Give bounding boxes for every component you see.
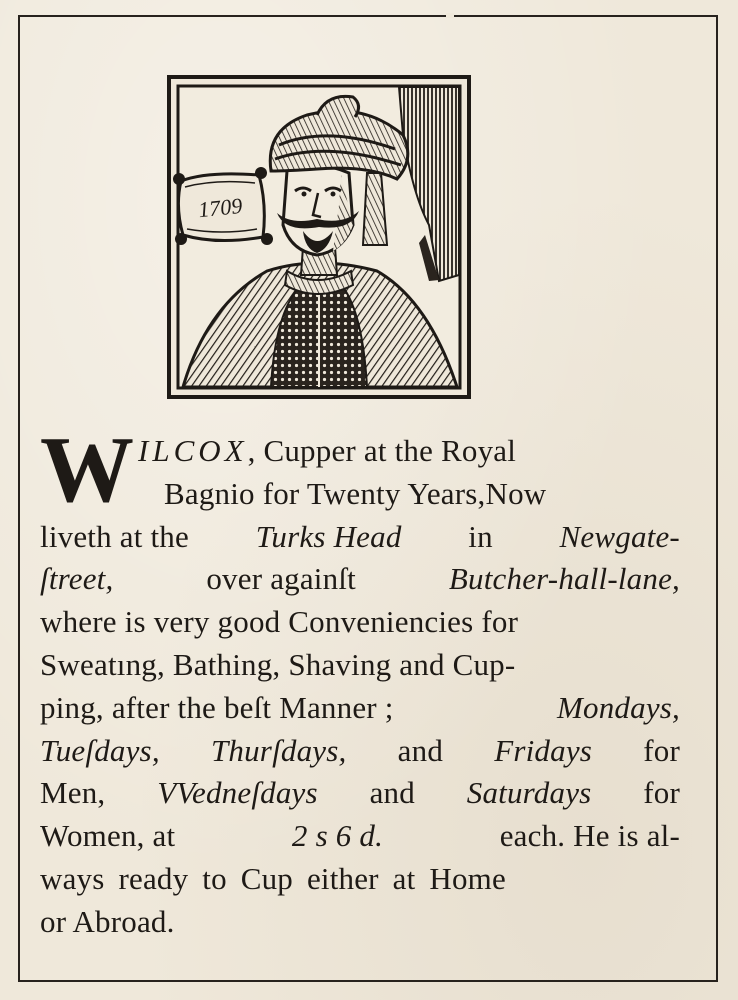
mondays: Mondays, xyxy=(557,689,680,725)
line-9-for: for xyxy=(643,775,680,811)
fridays: Fridays xyxy=(494,732,593,768)
tuesdays: Tueſdays, xyxy=(40,732,160,768)
line-10-text: each. He is al- xyxy=(499,818,680,854)
turks-head: Turks Head xyxy=(255,518,402,554)
thursdays: Thurſdays, xyxy=(210,732,347,768)
women-at: Women, at xyxy=(40,818,176,854)
turbaned-man-woodcut-icon xyxy=(167,75,471,399)
line-4-text: over againſt xyxy=(206,561,356,597)
line-1-rest: , Cupper at the Royal xyxy=(247,433,517,468)
border-gap xyxy=(446,13,454,18)
line-7-text: ping, after the beſt Manner ; xyxy=(40,689,394,725)
wednesdays: VVedneſdays xyxy=(157,775,318,811)
ad-line-9 xyxy=(40,772,680,815)
ad-line-12: or Abroad. xyxy=(40,903,175,939)
line-3-text: liveth at the xyxy=(40,518,189,554)
price: 2 s 6 d. xyxy=(291,818,384,854)
ad-line-1 xyxy=(138,430,680,473)
name-caps: ILCOX xyxy=(138,433,248,468)
saturdays: Saturdays xyxy=(466,775,592,811)
ad-line-7 xyxy=(40,687,680,730)
ad-line-5: where is very good Conveniencies for xyxy=(40,604,519,640)
line-3-in: in xyxy=(468,518,493,554)
pillow-date-label: 1709 xyxy=(197,192,244,223)
ad-line-4 xyxy=(40,558,680,601)
line-9-and: and xyxy=(369,775,415,811)
line-8-and: and xyxy=(397,732,444,768)
line-8-for: for xyxy=(643,732,680,768)
ad-line-11: ways ready to Cup either at Home xyxy=(40,860,506,896)
newgate: Newgate- xyxy=(559,518,680,554)
butcher-hall-lane: Butcher-hall-lane, xyxy=(448,561,680,597)
advertisement-text xyxy=(40,418,680,944)
ad-line-3 xyxy=(40,516,680,559)
drop-cap: W xyxy=(40,418,131,522)
ad-line-2: Bagnio for Twenty Years,Now xyxy=(164,475,547,511)
ad-line-6: Sweatıng, Bathing, Shaving and Cup- xyxy=(40,646,516,682)
men: Men, xyxy=(40,775,106,811)
street: ſtreet, xyxy=(40,561,114,597)
ad-line-10 xyxy=(40,815,680,858)
ad-line-8 xyxy=(40,730,680,773)
woodcut-illustration xyxy=(167,75,471,399)
